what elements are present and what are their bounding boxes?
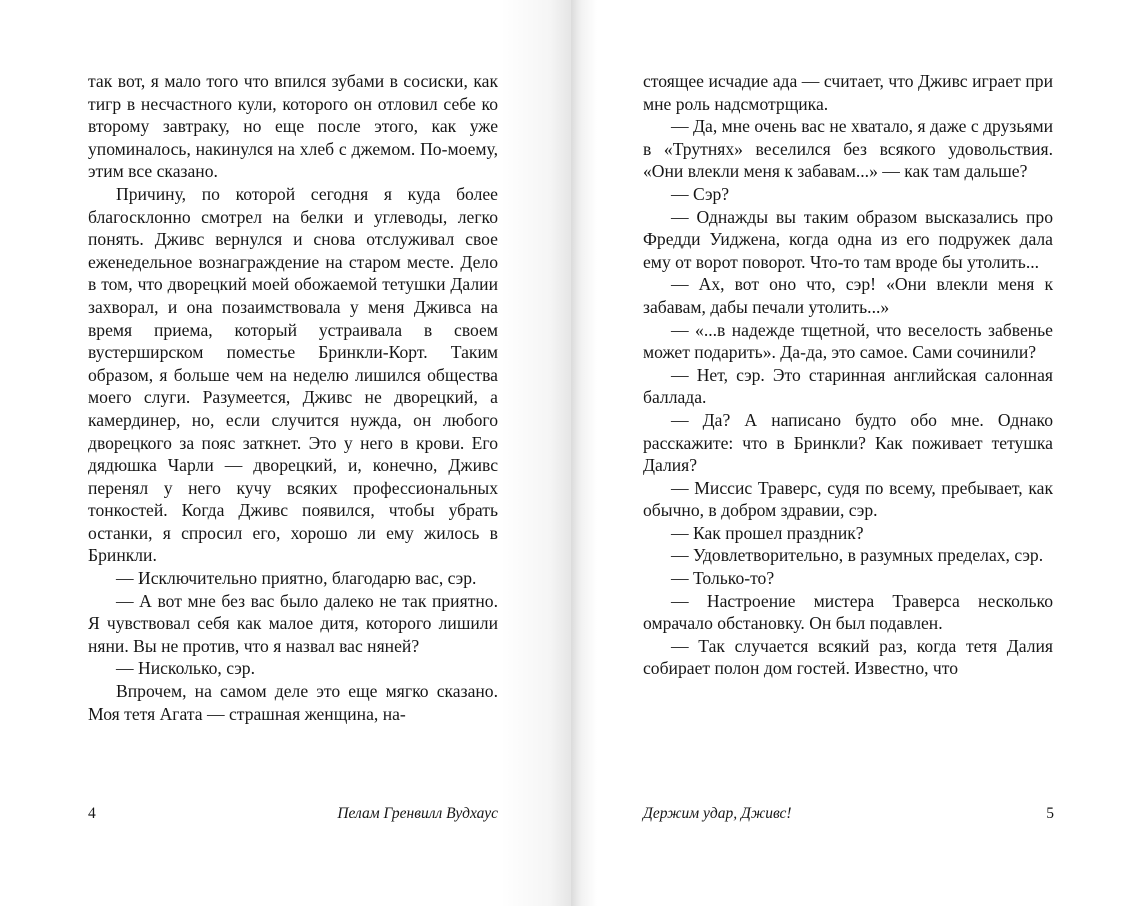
paragraph: — Исключительно приятно, благодарю вас, сэр. [116, 568, 477, 589]
paragraph: — Да, мне очень вас не хватало, я даже с друзьями в «Трутнях» веселился без всякого удовольствия. «Они влекли меня к забавам...» — как там дальше? [643, 116, 1053, 182]
paragraph: — Да? А написано будто обо мне. Однако расскажите: что в Бринкли? Как поживает тетушка Далия? [643, 409, 1053, 476]
paragraph: — Так случается всякий раз, когда тетя Далия собирает полон дом гостей. Известно, что [643, 635, 1053, 679]
paragraph: — Сэр? [671, 183, 730, 204]
paragraph: — «...в надежде тщетной, что веселость забвенье может подарить». Да-да, это самое. Сами сочинили? [643, 319, 1053, 363]
paragraph: так вот, я мало того что впился зубами в сосиски, как тигр в несчастного кули, которого он отловил себе ко второму завтраку, но еще после этого, как уже упоминалось, накинулся на хлеб с джемом. По-моему, этим все сказано. [88, 71, 498, 182]
paragraph: Причину, по которой сегодня я куда более благосклонно смотрел на белки и углеводы, легко понять. Дживс вернулся и снова отслуживал свое еженедельное вознаграждение на старом месте. Дело в том, что дворецкий моей обожаемой тетушки Далии захворал, и она позаимствовала у меня Дживса на время приема, который устраивала в своем вустерширском поместье Бринкли-Корт. Таким образом, я больше чем на неделю лишился общества моего слуги. Разумеется, Дживс не дворецкий, а камердинер, но, если случится нужда, он любого дворецкого за пояс заткнет. Это у него в крови. Его дядюшка Чарли — дворецкий, и, конечно, Дживс перенял у него кучу всяких профессиональных тонкостей. Когда Дживс появился, чтобы убрать останки, я спросил его, хорошо ли ему жилось в Бринкли. [88, 183, 498, 566]
page-number: 5 [1046, 805, 1054, 822]
paragraph: — Однажды вы таким образом высказались про Фредди Уиджена, когда одна из его подружек дала ему от ворот поворот. Что-то там вроде бы утолить... [643, 206, 1053, 272]
paragraph: Впрочем, на самом деле это еще мягко сказано. Моя тетя Агата — страшная женщина, на- [88, 681, 498, 724]
running-head-author: Пелам Гренвилл Вудхаус [337, 805, 498, 822]
paragraph: — Только-то? [671, 568, 775, 589]
paragraph: — Ах, вот оно что, сэр! «Они влекли меня к забавам, дабы печали утолить...» [643, 274, 1053, 317]
running-head-title: Держим удар, Дживс! [643, 805, 792, 822]
left-page-text [88, 70, 498, 725]
paragraph: — Как прошел праздник? [671, 522, 864, 543]
paragraph: — Нисколько, сэр. [116, 658, 255, 679]
right-page [571, 0, 1142, 906]
paragraph: — Удовлетворительно, в разумных пределах, сэр. [671, 545, 1044, 566]
paragraph: — Настроение мистера Траверса несколько омрачало обстановку. Он был подавлен. [643, 590, 1053, 634]
page-number: 4 [88, 805, 96, 822]
paragraph: стоящее исчадие ада — считает, что Дживс играет при мне роль надсмотрщика. [643, 71, 1053, 114]
paragraph: — Миссис Траверс, судя по всему, пребывает, как обычно, в добром здравии, сэр. [643, 477, 1053, 521]
paragraph: — Нет, сэр. Это старинная английская салонная баллада. [643, 364, 1053, 408]
right-page-text [643, 70, 1053, 680]
paragraph: — А вот мне без вас было далеко не так приятно. Я чувствовал себя как малое дитя, которого лишили няни. Вы не против, что я назвал вас няней? [88, 590, 498, 656]
